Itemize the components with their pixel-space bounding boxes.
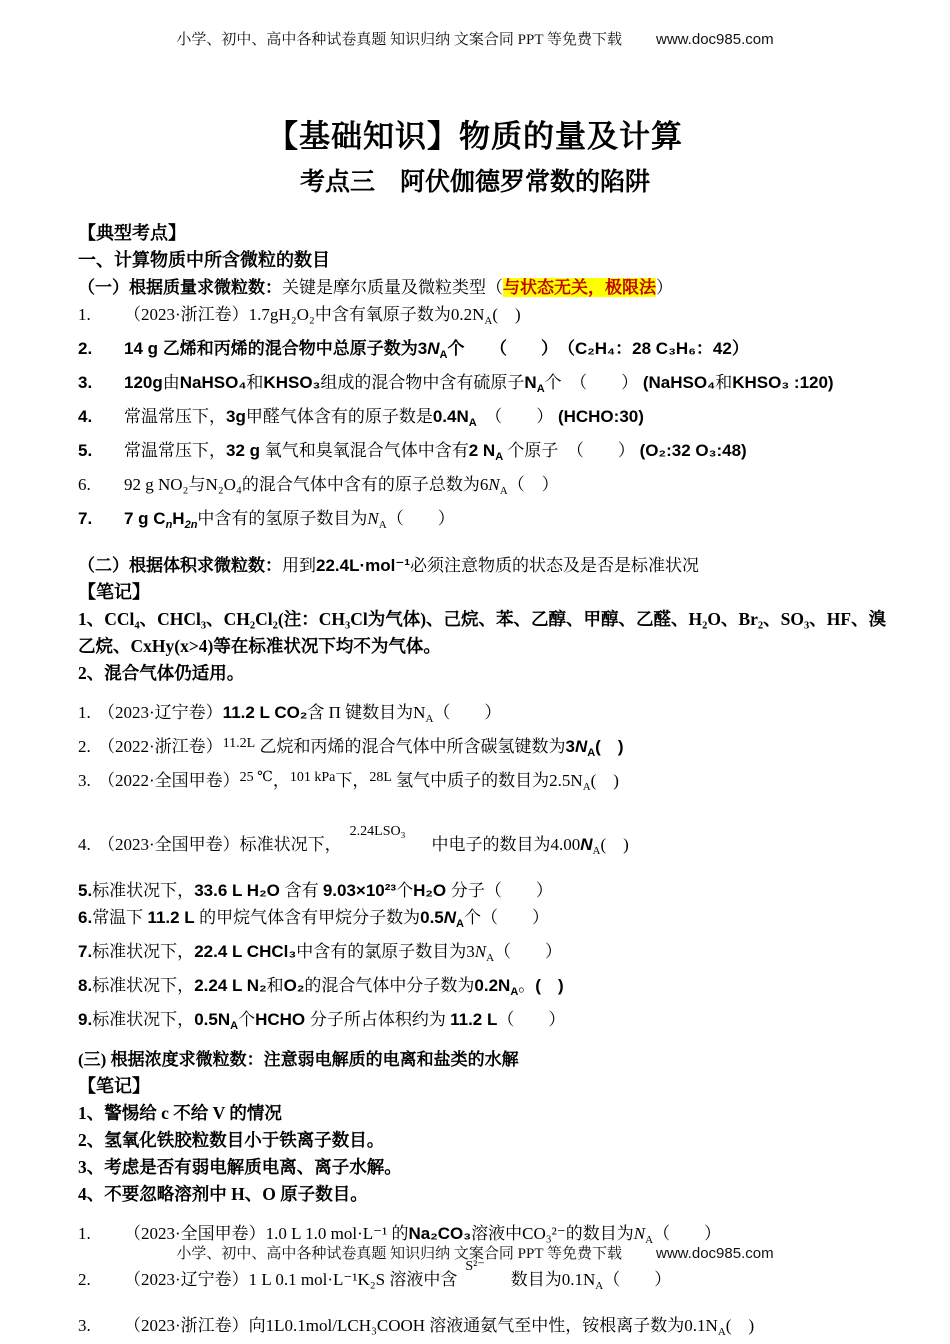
text-run: 注意弱电解质的电离和盐类的水解 — [263, 1050, 519, 1069]
text-run: NaHSO₄ — [179, 373, 247, 392]
text-run: 1. — [78, 1224, 91, 1243]
text-run: A — [717, 1326, 726, 1338]
text-run: （2023·浙江卷）向1L0.1mol/LCH₃COOH 溶液通氨气至中性，铵根离子数为0.1N — [124, 1316, 718, 1335]
text-run: 11.2 L — [450, 1010, 498, 1029]
header-text: 小学、初中、高中各种试卷真题 知识归纳 文案合同 PPT 等免费下载 — [176, 32, 623, 48]
text-run: ( ) — [600, 835, 629, 854]
text-run: A — [499, 485, 508, 497]
text-run: 25 ℃ — [239, 770, 273, 785]
text-run: 0.5 — [420, 908, 444, 927]
text-run: 2. — [78, 737, 91, 756]
text-run: 个（ ） — [464, 908, 549, 927]
text-run: 中电子的数目为4.00 — [431, 835, 581, 854]
note-item — [78, 1100, 894, 1127]
text-run: （ ） — [507, 475, 559, 494]
question-item — [78, 471, 894, 505]
question-item — [78, 505, 894, 539]
text-run: 6. — [78, 475, 91, 494]
text-run: 0.5N — [194, 1010, 231, 1029]
text-run: 22.4L·mol⁻¹ — [316, 556, 410, 575]
text-run: （ ） — [603, 1270, 672, 1289]
text-run: （ ） — [433, 703, 502, 722]
text-run: 个 — [396, 881, 414, 900]
text-run: 2n — [184, 519, 198, 531]
text-run: A — [592, 845, 601, 857]
text-run: A — [456, 918, 464, 930]
text-run: 与状态无关，极限法 — [503, 278, 656, 297]
text-run: 组成的混合物中含有硫原子 — [320, 373, 525, 392]
text-run: 和 — [246, 373, 264, 392]
text-run: （ ） — [653, 1224, 722, 1243]
text-run: A — [486, 952, 495, 964]
text-run: 氢气中质子的数目为2.5N — [391, 771, 583, 790]
text-run: 的甲烷气体含有甲烷分子数为 — [199, 908, 421, 927]
notes-list-1 — [78, 606, 894, 687]
text-run: ( ) — [725, 1316, 755, 1335]
text-run: 4、不要忽略溶剂中 H、O 原子数目。 — [78, 1184, 368, 1204]
text-run: 2. — [78, 1270, 91, 1289]
text-run: 1、警惕给 c 不给 V 的情况 — [78, 1103, 282, 1123]
text-run: 22.4 L CHCl₃ — [194, 942, 297, 961]
text-run: 5. — [78, 881, 93, 900]
page-footer — [0, 1242, 950, 1263]
text-run: ( ) — [595, 737, 624, 756]
text-run: ） — [656, 278, 673, 297]
text-run: （2022·全国甲卷） — [98, 771, 240, 790]
text-run: 11.2 L CO₂ — [222, 703, 308, 722]
concentration-question-list — [78, 1220, 894, 1344]
text-run: 5. — [78, 441, 93, 460]
text-run: 3. — [78, 771, 91, 790]
text-run: 120g — [124, 373, 163, 392]
text-run: O₂ — [283, 976, 305, 995]
question-item — [78, 403, 894, 437]
mass-question-list — [78, 301, 894, 539]
text-run: A — [425, 713, 434, 725]
text-run: 2.24LSO₃ — [349, 824, 406, 839]
text-run: A — [439, 349, 448, 361]
question-item — [78, 733, 894, 767]
text-run: （二）根据体积求微粒数： — [78, 556, 282, 575]
text-run: 个 — [238, 1010, 256, 1029]
text-run: N — [633, 1224, 646, 1243]
text-run: 标准状况下， — [92, 976, 195, 995]
text-run: 9. — [78, 1010, 93, 1029]
text-run: 乙烷和丙烯的混合气体中所含碳氢键数为 — [255, 737, 566, 756]
text-run: 含有 — [284, 881, 323, 900]
text-run: 2、混合气体仍适用。 — [78, 663, 245, 683]
text-run: 0.4N — [432, 407, 469, 426]
text-run: HCHO — [255, 1010, 310, 1029]
text-run: 0.2N — [474, 976, 511, 995]
text-run: (O₂:32 O₃:48) — [634, 441, 747, 460]
doc-subtitle: 考点三 阿伏伽德罗常数的陷阱 — [299, 168, 650, 196]
text-run: 乙烯和丙烯的混合物中总原子数为 — [162, 339, 418, 358]
text-run: 7. — [78, 509, 93, 528]
text-run: 必须注意物质的状态及是否是标准状况 — [410, 556, 699, 575]
text-run: （2023·辽宁卷）1 L 0.1 mol·L⁻¹K₂S 溶液中含 — [124, 1270, 458, 1289]
text-run: （ ） — [476, 407, 554, 426]
text-run: 4. — [78, 407, 93, 426]
text-run: 甲醛气体含有的原子数是 — [245, 407, 433, 426]
subheading-mass-method — [78, 274, 894, 301]
text-run: （2022·浙江卷） — [98, 737, 223, 756]
text-run: 8. — [78, 976, 93, 995]
subheading-volume-method — [78, 552, 894, 579]
text-run: 常温下 — [92, 908, 148, 927]
text-run: A — [510, 986, 519, 998]
text-run: ( ) — [590, 771, 619, 790]
text-run: ， — [272, 771, 290, 790]
subheading-concentration-method — [78, 1046, 894, 1073]
question-item — [78, 904, 894, 938]
text-run: A — [468, 417, 477, 429]
text-run: 6. — [78, 908, 93, 927]
text-run: N — [443, 908, 457, 927]
text-run: 中含有的氢原子数目为 — [197, 509, 368, 528]
text-run: （2023·全国甲卷）标准状况下， — [98, 835, 342, 854]
text-run: 常温常压下， — [124, 407, 226, 426]
text-run: A — [582, 781, 591, 793]
doc-title: 【基础知识】物质的量及计算 — [267, 119, 683, 154]
text-run: (HCHO:30) — [553, 407, 644, 426]
text-run: 3 — [565, 737, 575, 756]
note-item — [78, 1154, 894, 1181]
text-run: A — [484, 315, 493, 327]
doc-body — [0, 220, 950, 1344]
header-url: www.doc985.com — [656, 31, 774, 48]
volume-question-list — [78, 699, 894, 1040]
text-run: H₂O — [413, 881, 451, 900]
text-run: 4. — [78, 835, 91, 854]
text-run: 7 g C — [124, 509, 166, 528]
text-run: （2023·辽宁卷） — [98, 703, 223, 722]
note-item — [78, 1181, 894, 1208]
text-run: 分子（ ） — [450, 881, 553, 900]
text-run: KHSO₃ :120) — [732, 373, 834, 392]
text-run: 含 Π 键数目为N — [307, 703, 426, 722]
text-run: (三) 根据浓度求微粒数： — [78, 1050, 264, 1069]
text-run: (NaHSO₄ — [638, 373, 716, 392]
text-run: N — [574, 737, 588, 756]
text-run: 下， — [335, 771, 370, 790]
question-item — [78, 335, 894, 369]
text-run: ( ) — [492, 305, 521, 324]
text-run: 14 g — [124, 339, 163, 358]
question-item — [78, 1312, 894, 1344]
text-run: n — [165, 519, 173, 531]
question-item — [78, 767, 894, 801]
text-run: A — [595, 1280, 604, 1292]
text-run: 。 — [518, 976, 536, 995]
text-run: 个原子 — [503, 441, 559, 460]
text-run: 中含有的氯原子数目为3 — [296, 942, 475, 961]
question-item — [78, 437, 894, 471]
text-run: N — [524, 373, 537, 392]
text-run: N — [488, 475, 500, 494]
question-item — [78, 972, 894, 1006]
heading-notes-1: 【笔记】 — [78, 582, 150, 602]
text-run: 2.24 L N₂ — [194, 976, 267, 995]
question-item — [78, 1006, 894, 1040]
text-run: 和 — [266, 976, 284, 995]
text-run: 溶液中CO₃²⁻的数目为 — [471, 1224, 634, 1243]
page-header — [0, 28, 950, 49]
text-run: N — [580, 835, 593, 854]
text-run: 7. — [78, 942, 93, 961]
footer-text: 小学、初中、高中各种试卷真题 知识归纳 文案合同 PPT 等免费下载 — [176, 1246, 623, 1262]
text-run: ( ) — [535, 976, 564, 995]
text-run: 33.6 L H₂O — [194, 881, 285, 900]
text-run: N — [367, 509, 379, 528]
text-run: H — [172, 509, 185, 528]
text-run: 1、CCl₄、CHCl₃、CH₂Cl₂(注：CH₃Cl为气体)、己烷、苯、乙醇、甲醇、乙醛、H₂O、Br₂、SO₃、HF、溴乙烷、CxHy(x>4)等在标准状况下均不为气体。 — [78, 609, 887, 656]
text-run: 用到 — [282, 556, 316, 575]
note-item — [78, 1127, 894, 1154]
text-run: A — [495, 451, 504, 463]
text-run: A — [378, 519, 387, 531]
text-run: 2. — [78, 339, 93, 358]
text-run: 28L — [369, 770, 392, 785]
text-run: 9.03×10²³ — [322, 881, 397, 900]
text-run: 1. — [78, 305, 91, 324]
text-run: N — [474, 942, 487, 961]
text-run: （ ） — [494, 942, 563, 961]
text-run: S²⁻ — [465, 1259, 485, 1274]
text-run: 1. — [78, 703, 91, 722]
text-run: 2 N — [468, 441, 496, 460]
heading-part1: 一、计算物质中所含微粒的数目 — [78, 250, 330, 270]
text-run: Na₂CO₃ — [408, 1224, 472, 1243]
text-run: 的混合气体中分子数为 — [304, 976, 475, 995]
note-item — [78, 660, 894, 687]
text-run: （ ） — [561, 373, 639, 392]
text-run: 氧气和臭氧混合气体中含有 — [264, 441, 469, 460]
text-run: 由 — [162, 373, 180, 392]
question-item — [78, 301, 894, 335]
notes-list-2 — [78, 1100, 894, 1208]
text-run: （一）根据质量求微粒数： — [78, 278, 282, 297]
heading-typical-points: 【典型考点】 — [78, 223, 186, 243]
text-run: 常温常压下， — [124, 441, 226, 460]
text-run: （2023·浙江卷）1.7gH₂O₂中含有氧原子数为0.2N — [124, 305, 485, 324]
text-run: 3 — [417, 339, 428, 358]
text-run: （ ） — [558, 441, 635, 460]
question-item — [78, 877, 894, 904]
text-run: （2023·全国甲卷）1.0 L 1.0 mol·L⁻¹ 的 — [124, 1224, 409, 1243]
text-run: 3. — [78, 1316, 91, 1335]
text-run: 和 — [715, 373, 733, 392]
text-run: （ ） — [386, 509, 455, 528]
question-item — [78, 699, 894, 733]
text-run: KHSO₃ — [263, 373, 321, 392]
text-run: （ ） — [497, 1010, 566, 1029]
text-run: 3g — [226, 407, 246, 426]
question-item — [78, 1259, 894, 1300]
note-item — [78, 606, 894, 660]
text-run: 个 — [544, 373, 562, 392]
text-run: 3、考虑是否有弱电解质电离、离子水解。 — [78, 1157, 402, 1177]
text-run: 32 g — [226, 441, 265, 460]
text-run: 分子所占体积约为 — [309, 1010, 451, 1029]
text-run: 数目为0.1N — [510, 1270, 596, 1289]
question-item — [78, 369, 894, 403]
text-run: N — [427, 339, 440, 358]
text-run: 标准状况下， — [92, 1010, 195, 1029]
text-run: 2、氢氧化铁胶粒数目小于铁离子数目。 — [78, 1130, 385, 1150]
text-run: 101 kPa — [289, 770, 336, 785]
text-run: （ ） （C₂H₄：28 C₃H₆：42） — [464, 339, 749, 358]
text-run: 关键是摩尔质量及微粒类型（ — [282, 278, 503, 297]
question-item — [78, 938, 894, 972]
text-run: 标准状况下， — [92, 942, 195, 961]
text-run: 标准状况下， — [92, 881, 195, 900]
text-run: 11.2L — [222, 736, 256, 751]
text-run: 92 g NO₂与N₂O₄的混合气体中含有的原子总数为6 — [124, 475, 489, 494]
question-item — [78, 824, 894, 865]
text-run: A — [645, 1234, 654, 1246]
text-run: 3. — [78, 373, 93, 392]
text-run: A — [536, 383, 545, 395]
text-run: A — [230, 1020, 239, 1032]
text-run: 个 — [447, 339, 465, 358]
heading-notes-2: 【笔记】 — [78, 1076, 150, 1096]
text-run: 11.2 L — [147, 908, 200, 927]
footer-url: www.doc985.com — [656, 1245, 774, 1262]
text-run: A — [587, 747, 596, 759]
